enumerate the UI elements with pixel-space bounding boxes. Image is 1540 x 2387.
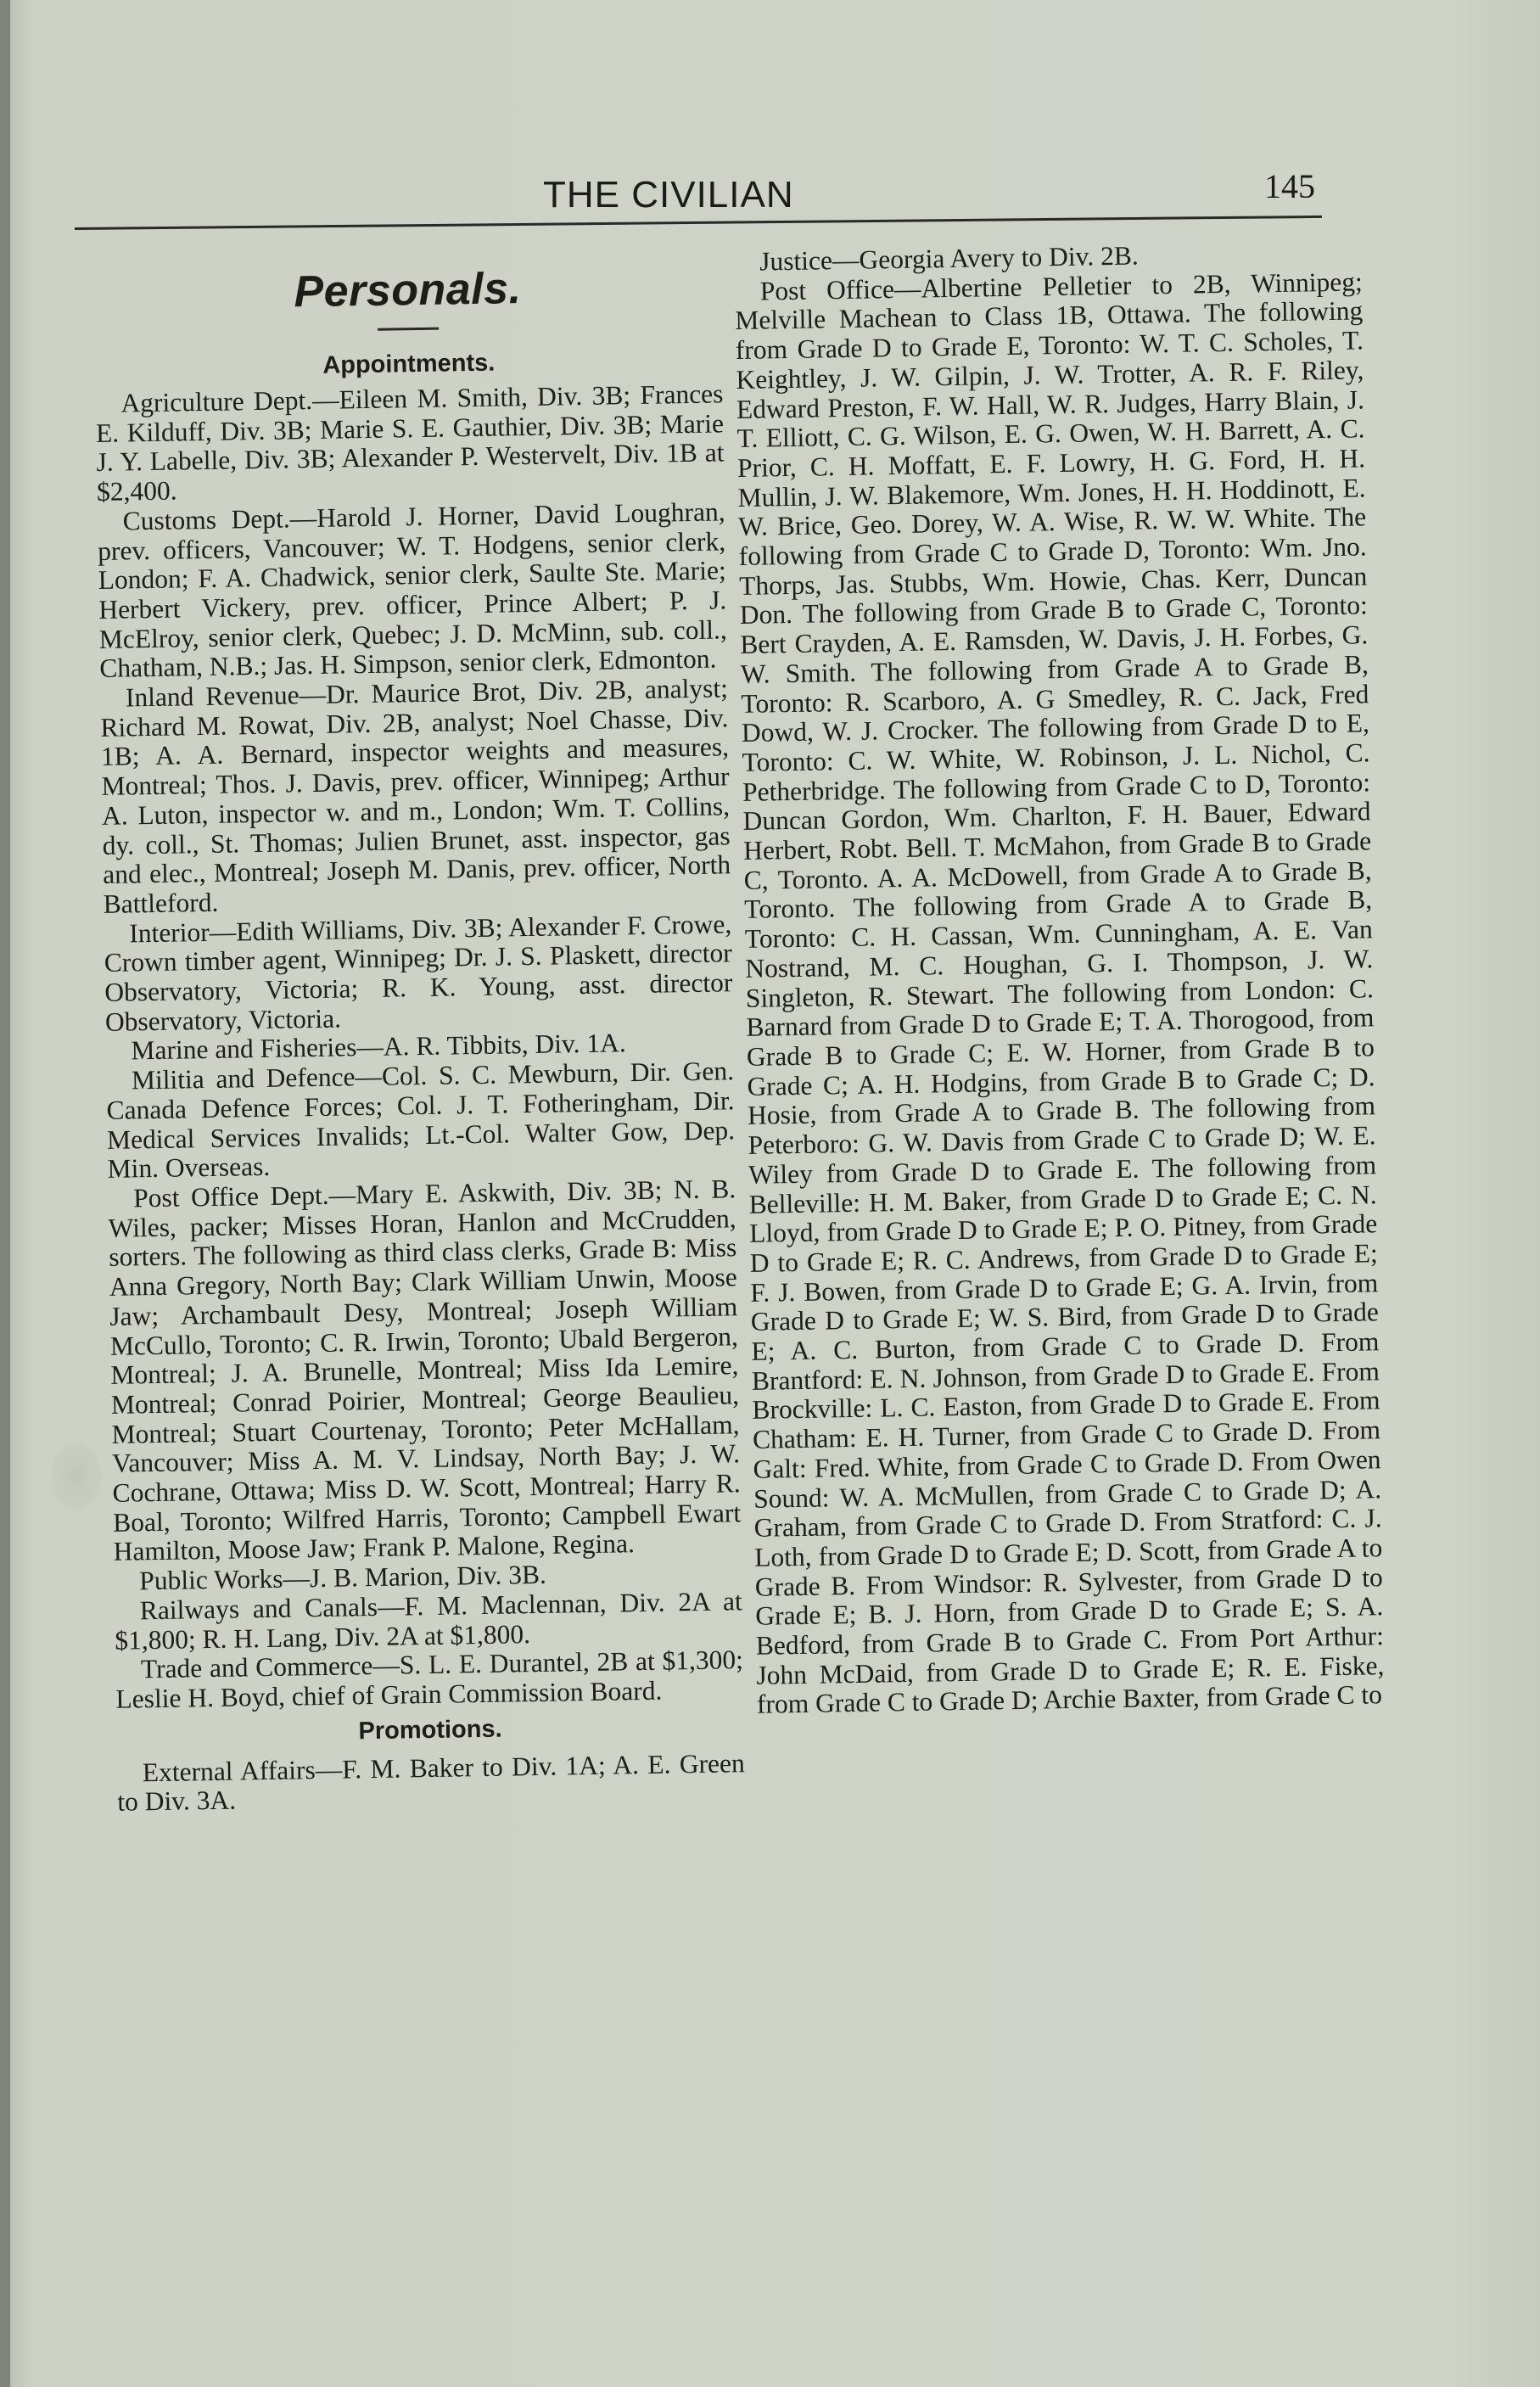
title-rule [378, 328, 439, 331]
right-column [734, 238, 1385, 1720]
paragraph-post-office-promotions: Post Office—Albertine Pelletier to 2B, Winnipeg; Melville Machean to Class 1B, Ottawa. The following from Grade D to Grade E, Toronto: W. T. C. Scholes, T. Keightley, J. W. Gilpin, J. W. Trotter, A. R. F. Riley, Edward Preston, F. W. Hall, W. R. Judges, Harry Blain, J. T. Elliott, C. G. Wilson, E. G. Owen, W. H. Barrett, A. C. Prior, C. H. Moffatt, E. F. Lowry, H. G. Ford, H. H. Mullin, J. W. Blakemore, Wm. Jones, H. H. Hoddinott, E. W. Brice, Geo. Dorey, W. A. Wise, R. W. W. White. The following from Grade C to Grade D, Toronto: Wm. Jno. Thorps, Jas. Stubbs, Wm. Howie, Chas. Kerr, Duncan Don. The following from Grade B to Grade C, Toronto: Bert Crayden, A. E. Ramsden, W. Davis, J. H. Forbes, G. W. Smith. The following from Grade A to Grade B, Toronto: R. Scarboro, A. G Smedley, R. C. Jack, Fred Dowd, W. J. Crocker. The following from Grade D to E, Toronto: C. W. White, W. Robinson, J. L. Nichol, C. Petherbridge. The following from Grade C to D, Toronto: Duncan Gordon, Wm. Charlton, F. H. Bauer, Edward Herbert, Robt. Bell. T. McMahon, from Grade B to Grade C, Toronto. A. A. McDowell, from Grade A to Grade B, Toronto. The following from Grade A to Grade B, Toronto: C. H. Cassan, Wm. Cunningham, A. E. Van Nostrand, M. C. Houghan, G. I. Thompson, J. W. Singleton, R. Stewart. The following from London: C. Barnard from Grade D to Grade E; T. A. Thorogood, from Grade B to Grade C; E. W. Horner, from Grade B to Grade C; A. H. Hodgins, from Grade B to Grade C; D. Hosie, from Grade A to Grade B. The following from Peterboro: G. W. Davis from Grade C to Grade D; W. E. Wiley from Grade D to Grade E. The following from Belleville: H. M. Baker, from Grade D to Grade E; C. N. Lloyd, from Grade D to Grade E; P. O. Pitney, from Grade D to Grade E; R. C. Andrews, from Grade D to Grade E; F. J. Bowen, from Grade D to Grade E; G. A. Irvin, from Grade D to Grade E; W. S. Bird, from Grade D to Grade E; A. C. Burton, from Grade C to Grade D. From Brantford: E. N. Johnson, from Grade D to Grade E. From Brockville: L. C. Easton, from Grade D to Grade E. From Chatham: E. H. Turner, from Grade C to Grade D. From Galt: Fred. White, from Grade C to Grade D. From Owen Sound: W. A. McMullen, from Grade C to Grade D; A. Graham, from Grade C to Grade D. From Stratford: C. J. Loth, from Grade D to Grade E; D. Scott, from Grade A to Grade B. From Windsor: R. Sylvester, from Grade D to Grade E; B. J. Horn, from Grade D to Grade E; S. A. Bedford, from Grade B to Grade C. From Port Arthur: John McDaid, from Grade D to Grade E; R. E. Fiske, from Grade C to Grade D; Archie Baxter, from Grade C to [735, 266, 1385, 1720]
paragraph-interior: Interior—Edith Williams, Div. 3B; Alexander F. Crowe, Crown timber agent, Winnipeg; Dr. J. S. Plaskett, director Observatory, Victoria; R. K. Young, asst. director Observatory, Victoria. [104, 908, 733, 1037]
running-title: THE CIVILIAN [543, 174, 794, 216]
paragraph-trade-commerce: Trade and Commerce—S. L. E. Durantel, 2B at $1,300; Leslie H. Boyd, chief of Grain Commission Board. [115, 1645, 744, 1714]
left-column [93, 260, 746, 1817]
paragraph-marine-fisheries: Marine and Fisheries—A. R. Tibbits, Div. 1A. [131, 1028, 627, 1066]
paragraph-justice: Justice—Georgia Avery to Div. 2B. [759, 240, 1139, 277]
header-rule [75, 216, 1322, 230]
paragraph-agriculture: Agriculture Dept.—Eileen M. Smith, Div. 3B; Frances E. Kilduff, Div. 3B; Marie S. E. Gauthier, Div. 3B; Marie J. Y. Labelle, Div. 3B; Alexander P. Westervelt, Div. 1B at $2,400. [95, 378, 725, 507]
paragraph-public-works: Public Works—J. B. Marion, Div. 3B. [138, 1559, 547, 1596]
paragraph-customs: Customs Dept.—Harold J. Horner, David Loughran, prev. officers, Vancouver; W. T. Hodgens, senior clerk, London; F. A. Chadwick, senior clerk, Saulte Ste. Marie; Herbert Vickery, prev. officer, Prince Albert; P. J. McElroy, senior clerk, Quebec; J. D. McMinn, sub. coll., Chatham, N.B.; Jas. H. Simpson, senior clerk, Edmonton. [97, 496, 728, 684]
appointments-heading: Appointments. [322, 349, 496, 379]
paragraph-post-office: Post Office Dept.—Mary E. Askwith, Div. 3B; N. B. Wiles, packer; Misses Horan, Hanlon and McCrudden, sorters. The following as third class clerks, Grade B: Miss Anna Gregory, North Bay; Clark William Unwin, Moose Jaw; Archambault Desy, Montreal; Joseph William McCullo, Toronto; C. R. Irwin, Toronto; Ubald Bergeron, Montreal; J. A. Brunelle, Montreal; Miss Ida Lemire, Montreal; Conrad Poirier, Montreal; George Beaulieu, Montreal; Stuart Courtenay, Toronto; Peter McHallam, Vancouver; Miss A. M. V. Lindsay, North Bay; J. W. Cochrane, Ottawa; Miss D. W. Scott, Montreal; Harry R. Boal, Toronto; Wilfred Harris, Toronto; Campbell Ewart Hamilton, Moose Jaw; Frank P. Malone, Regina. [108, 1174, 742, 1567]
paper-stain [51, 1443, 102, 1510]
paragraph-inland-revenue: Inland Revenue—Dr. Maurice Brot, Div. 2B, analyst; Richard M. Rowat, Div. 2B, analyst; Noel Chasse, Div. 1B; A. A. Bernard, inspector weights and measures, Montreal; Thos. J. Davis, prev. officer, Winnipeg; Arthur A. Luton, inspector w. and m., London; Wm. T. Collins, dy. coll., St. Thomas; Julien Brunet, asst. inspector, gas and elec., Montreal; Joseph M. Danis, prev. officer, North Battleford. [100, 673, 731, 919]
paragraph-external-affairs: External Affairs—F. M. Baker to Div. 1A; A. E. Green to Div. 3A. [117, 1747, 746, 1818]
binding-gutter [0, 0, 10, 2387]
section-title: Personals. [293, 264, 522, 317]
page-number: 145 [1264, 167, 1315, 205]
paragraph-railways-canals: Railways and Canals—F. M. Maclennan, Div. 2A at $1,800; R. H. Lang, Div. 2A at $1,800. [115, 1586, 743, 1656]
promotions-heading: Promotions. [358, 1715, 502, 1745]
paragraph-militia-defence: Militia and Defence—Col. S. C. Mewburn, Dir. Gen. Canada Defence Forces; Col. J. T. Fotheringham, Dir. Medical Services Invalids; Lt.-Col. Walter Gow, Dep. Min. Overseas. [106, 1056, 736, 1185]
